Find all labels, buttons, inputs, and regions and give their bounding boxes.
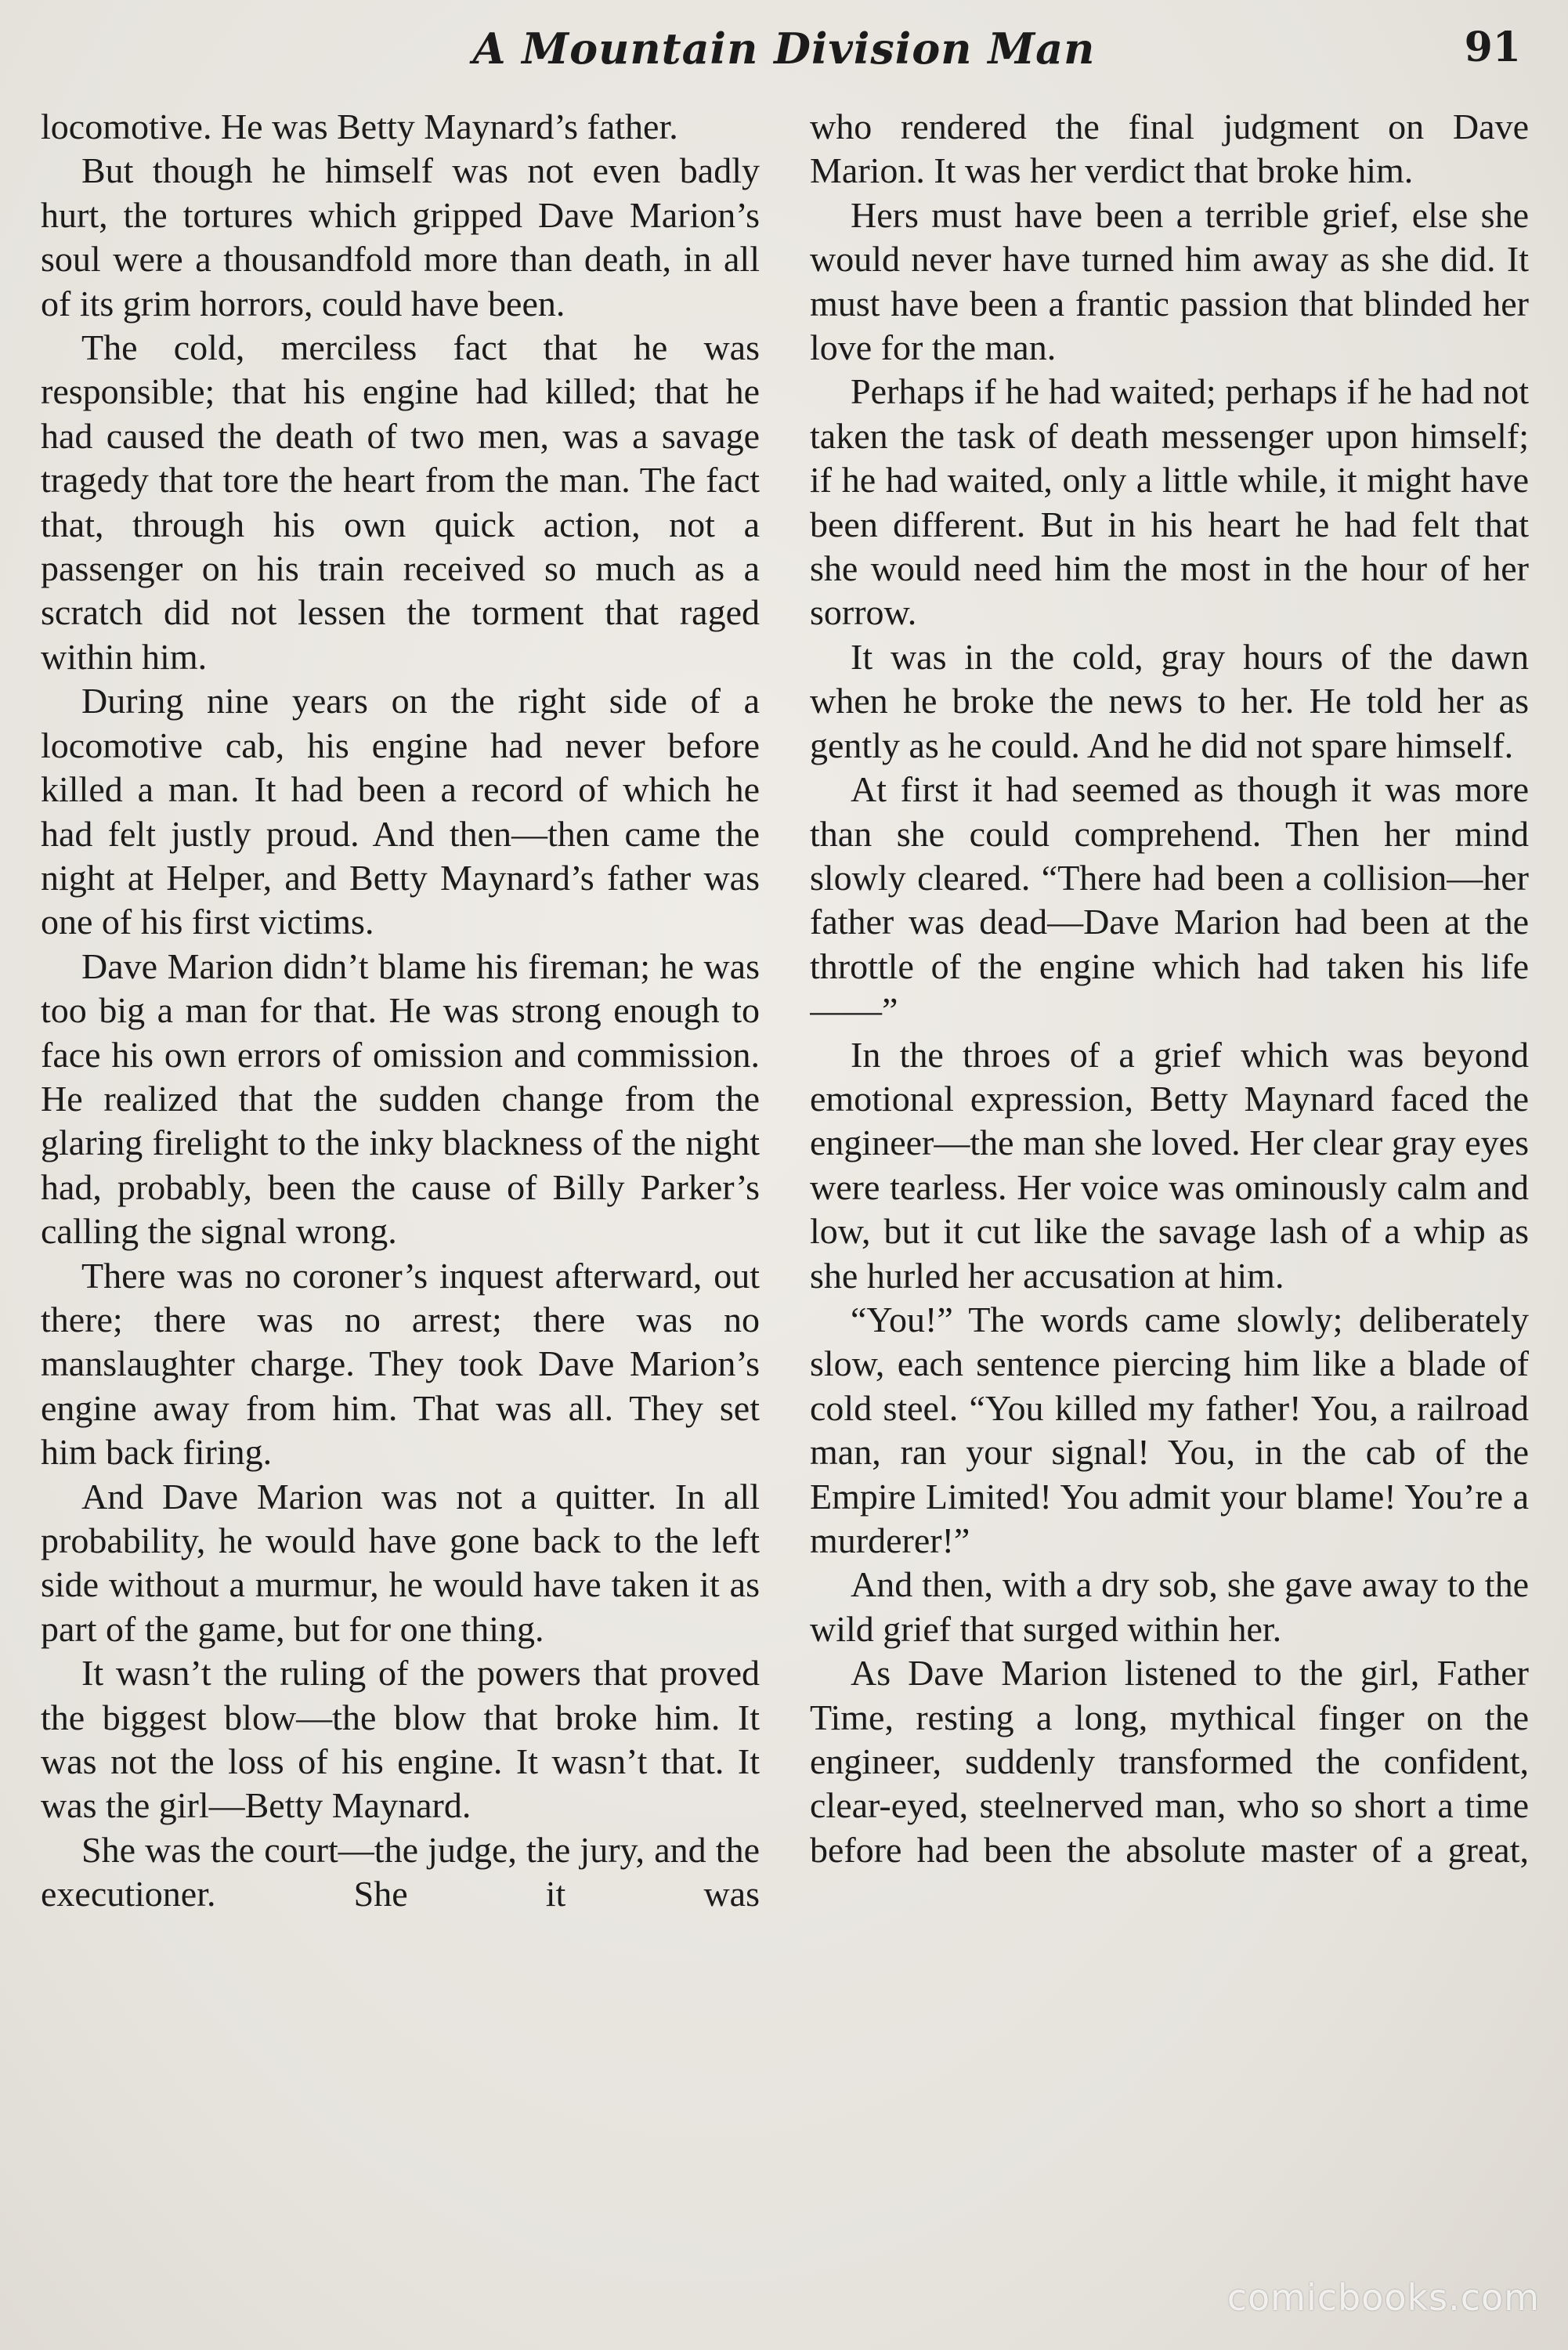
page-number: 91 [1464,24,1521,71]
paragraph: Perhaps if he had waited; perhaps if he had not taken the task of death messenger upon himself; if he had waited, only a little while, it might have been different. But in his heart he had felt that she would need him the most in the hour of her sorrow. [810,371,1529,633]
paragraph: As Dave Marion listened to the girl, Father Time, resting a long, mythical finger on the engineer, suddenly transformed the confident, clear-eyed, steelnerved man, who so short a time before had been the absolute master of a great, [810,1653,1529,1870]
paragraph: And then, with a dry sob, she gave away to the wild grief that surged within her. [810,1564,1529,1649]
paragraph: Hers must have been a terrible grief, else she would never have turned him away as she did. It must have been a frantic passion that blinded her love for the man. [810,194,1529,368]
watermark: comicbooks.com [1227,2276,1540,2319]
paragraph: At first it had seemed as though it was more than she could comprehend. Then her mind slowly cleared. “There had been a collision—her father was dead—Dave Marion had been at the throttle of the engine which had taken his life——” [810,769,1529,1031]
text-columns [41,105,1529,2330]
left-column [41,105,760,2330]
paragraph: During nine years on the right side of a locomotive cab, his engine had never before killed a man. It had been a record of which he had felt justly proud. And then—then came the night at Helper, and Betty Maynard’s father was one of his first victims. [41,681,760,942]
paragraph: locomotive. He was Betty Maynard’s father. [41,107,678,146]
page-header [41,24,1527,86]
paragraph: who rendered the final judgment on Dave Marion. It was her verdict that broke him. [810,107,1529,191]
paragraph: She was the court—the judge, the jury, and the executioner. She it was [41,1829,760,1914]
paragraph: Dave Marion didn’t blame his fireman; he was too big a man for that. He was strong enough to face his own errors of omission and commission. He realized that the sudden change from the glaring firelight to the inky blackness of the night had, probably, been the cause of Billy Parker’s calling the signal wrong. [41,945,760,1252]
running-title: A Mountain Division Man [472,24,1096,74]
paragraph: But though he himself was not even badly hurt, the tortures which gripped Dave Marion’s soul were a thousandfold more than death, in all of its grim horrors, could have been. [41,150,760,324]
paragraph: In the throes of a grief which was beyond emotional expression, Betty Maynard faced the engineer—the man she loved. Her clear gray eyes were tearless. Her voice was ominously calm and low, but it cut like the savage lash of a whip as she hurled her accusation at him. [810,1034,1529,1296]
right-column [810,105,1529,2330]
paragraph: There was no coroner’s inquest afterward, out there; there was no arrest; there was no manslaughter charge. They took Dave Marion’s engine away from him. That was all. They set him back firing. [41,1255,760,1473]
paragraph: It wasn’t the ruling of the powers that proved the biggest blow—the blow that broke him. It was not the loss of his engine. It wasn’t that. It was the girl—Betty Maynard. [41,1653,760,1826]
paragraph: And Dave Marion was not a quitter. In all probability, he would have gone back to the left side without a murmur, he would have taken it as part of the game, but for one thing. [41,1476,760,1649]
paragraph: It was in the cold, gray hours of the dawn when he broke the news to her. He told her as gently as he could. And he did not spare himself. [810,636,1529,765]
paragraph: The cold, merciless fact that he was responsible; that his engine had killed; that he had caused the death of two men, was a savage tragedy that tore the heart from the man. The fact that, through his own quick action, not a passenger on his train received so much as a scratch did not lessen the torment that raged within him. [41,327,760,677]
paragraph: “You!” The words came slowly; deliberately slow, each sentence piercing him like a blade of cold steel. “You killed my father! You, a railroad man, ran your signal! You, in the cab of the Empire Limited! You admit your blame! You’re a murderer!” [810,1299,1529,1560]
